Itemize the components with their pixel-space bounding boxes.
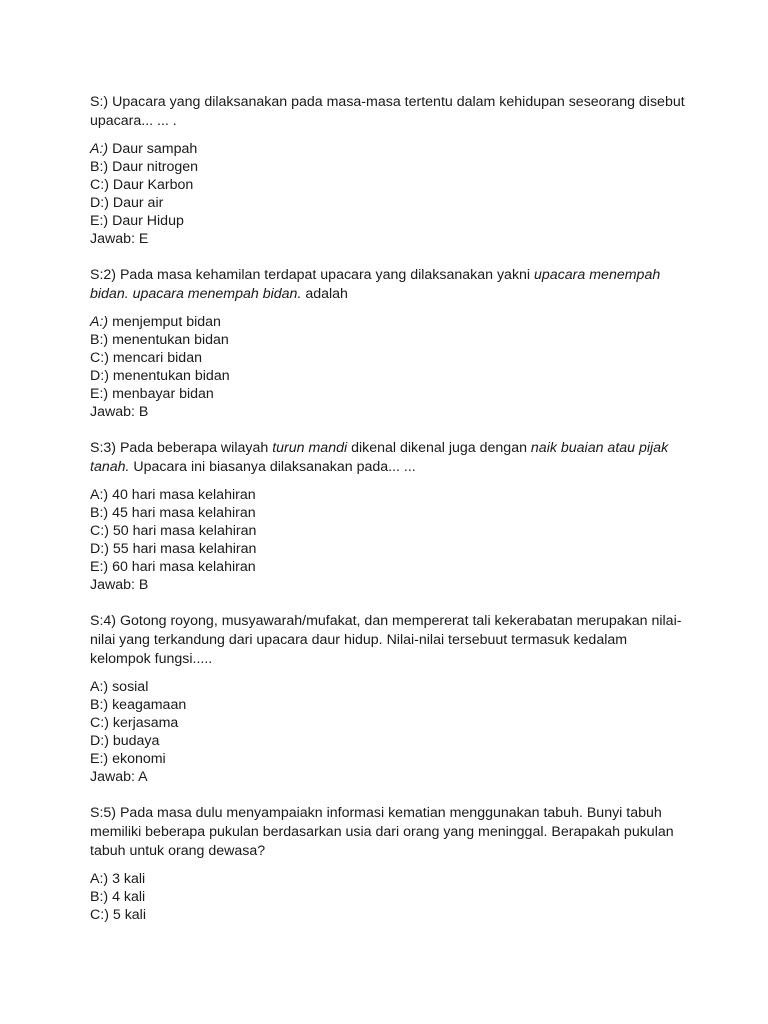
option-text: menbayar bidan	[108, 386, 214, 402]
option-e	[90, 385, 690, 403]
option-letter: B:)	[90, 889, 109, 905]
prompt-text: S:2) Pada masa kehamilan terdapat upacara yang dilaksanakan yakni	[90, 267, 535, 283]
option-a	[90, 678, 690, 696]
option-list	[90, 140, 690, 230]
option-d	[90, 367, 690, 385]
option-a	[90, 486, 690, 504]
option-c	[90, 714, 690, 732]
question-1	[90, 93, 690, 248]
prompt-text: Upacara ini biasanya dilaksanakan pada... ...	[129, 459, 416, 475]
question-prompt	[90, 612, 690, 669]
option-letter: E:)	[90, 559, 109, 575]
prompt-text: adalah	[301, 286, 348, 302]
option-letter: B:)	[90, 697, 109, 713]
document-page	[90, 93, 690, 942]
option-letter: B:)	[90, 159, 109, 175]
option-text: Daur sampah	[108, 141, 198, 157]
question-prompt	[90, 804, 690, 861]
option-letter: C:)	[90, 907, 109, 923]
option-list	[90, 870, 690, 924]
option-text: Daur nitrogen	[108, 159, 199, 175]
option-text: 40 hari masa kelahiran	[108, 487, 256, 503]
option-text: 4 kali	[108, 889, 146, 905]
prompt-text: dikenal dikenal juga dengan	[347, 440, 531, 456]
question-4	[90, 612, 690, 786]
option-letter: A:)	[90, 141, 109, 157]
option-b	[90, 696, 690, 714]
question-3	[90, 439, 690, 594]
option-list	[90, 313, 690, 403]
option-letter: E:)	[90, 213, 109, 229]
option-letter: C:)	[90, 523, 109, 539]
option-d	[90, 194, 690, 212]
answer-key: Jawab: B	[90, 577, 149, 593]
option-text: menentukan bidan	[108, 368, 230, 384]
option-text: kerjasama	[108, 715, 179, 731]
option-list	[90, 678, 690, 768]
option-text: menjemput bidan	[108, 314, 221, 330]
question-prompt	[90, 93, 690, 131]
option-letter: D:)	[90, 541, 109, 557]
option-b	[90, 331, 690, 349]
option-text: menentukan bidan	[108, 332, 229, 348]
prompt-text: S:5) Pada masa dulu menyampaiakn informasi kematian menggunakan tabuh. Bunyi tabuh memiliki beberapa pukulan berdasarkan usia dari orang yang meninggal. Berapakah pukulan tabuh untuk orang dewasa?	[90, 805, 674, 859]
option-b	[90, 158, 690, 176]
option-text: 5 kali	[108, 907, 146, 923]
option-text: mencari bidan	[108, 350, 202, 366]
option-d	[90, 732, 690, 750]
option-a	[90, 140, 690, 158]
option-letter: E:)	[90, 386, 109, 402]
question-prompt	[90, 266, 690, 304]
option-text: sosial	[108, 679, 149, 695]
option-d	[90, 540, 690, 558]
option-letter: C:)	[90, 177, 109, 193]
answer-key: Jawab: E	[90, 231, 149, 247]
answer-key: Jawab: A	[90, 769, 148, 785]
option-a	[90, 313, 690, 331]
option-b	[90, 504, 690, 522]
option-letter: B:)	[90, 332, 109, 348]
option-text: 60 hari masa kelahiran	[108, 559, 256, 575]
option-list	[90, 486, 690, 576]
option-e	[90, 750, 690, 768]
option-text: Daur Karbon	[108, 177, 194, 193]
option-a	[90, 870, 690, 888]
option-text: 50 hari masa kelahiran	[108, 523, 257, 539]
answer-key: Jawab: B	[90, 404, 149, 420]
prompt-text: S:4) Gotong royong, musyawarah/mufakat, dan mempererat tali kekerabatan merupakan nilai-nilai yang terkandung dari upacara daur hidup. Nilai-nilai tersebuut termasuk kedalam kelompok fungsi.....	[90, 613, 682, 667]
option-text: 45 hari masa kelahiran	[108, 505, 256, 521]
option-letter: E:)	[90, 751, 109, 767]
option-letter: A:)	[90, 679, 109, 695]
prompt-italic-text: upacara menempah bidan. upacara menempah bidan.	[90, 267, 661, 302]
option-text: Daur Hidup	[108, 213, 184, 229]
option-text: ekonomi	[108, 751, 166, 767]
option-e	[90, 558, 690, 576]
prompt-text: S:) Upacara yang dilaksanakan pada masa-masa tertentu dalam kehidupan seseorang disebut upacara... ... .	[90, 94, 685, 129]
option-letter: A:)	[90, 487, 109, 503]
option-letter: D:)	[90, 368, 109, 384]
option-letter: A:)	[90, 871, 109, 887]
option-text: keagamaan	[108, 697, 187, 713]
option-c	[90, 349, 690, 367]
option-letter: D:)	[90, 195, 109, 211]
question-2	[90, 266, 690, 421]
option-c	[90, 522, 690, 540]
option-letter: D:)	[90, 733, 109, 749]
prompt-italic-text: turun mandi	[272, 440, 348, 456]
question-prompt	[90, 439, 690, 477]
option-b	[90, 888, 690, 906]
option-letter: C:)	[90, 715, 109, 731]
option-text: 3 kali	[108, 871, 146, 887]
option-text: Daur air	[108, 195, 164, 211]
option-letter: A:)	[90, 314, 109, 330]
option-c	[90, 906, 690, 924]
option-e	[90, 212, 690, 230]
option-text: 55 hari masa kelahiran	[108, 541, 257, 557]
prompt-text: S:3) Pada beberapa wilayah	[90, 440, 273, 456]
option-text: budaya	[108, 733, 160, 749]
option-letter: B:)	[90, 505, 109, 521]
prompt-italic-text: naik buaian atau pijak tanah.	[90, 440, 669, 475]
option-letter: C:)	[90, 350, 109, 366]
question-5	[90, 804, 690, 924]
option-c	[90, 176, 690, 194]
